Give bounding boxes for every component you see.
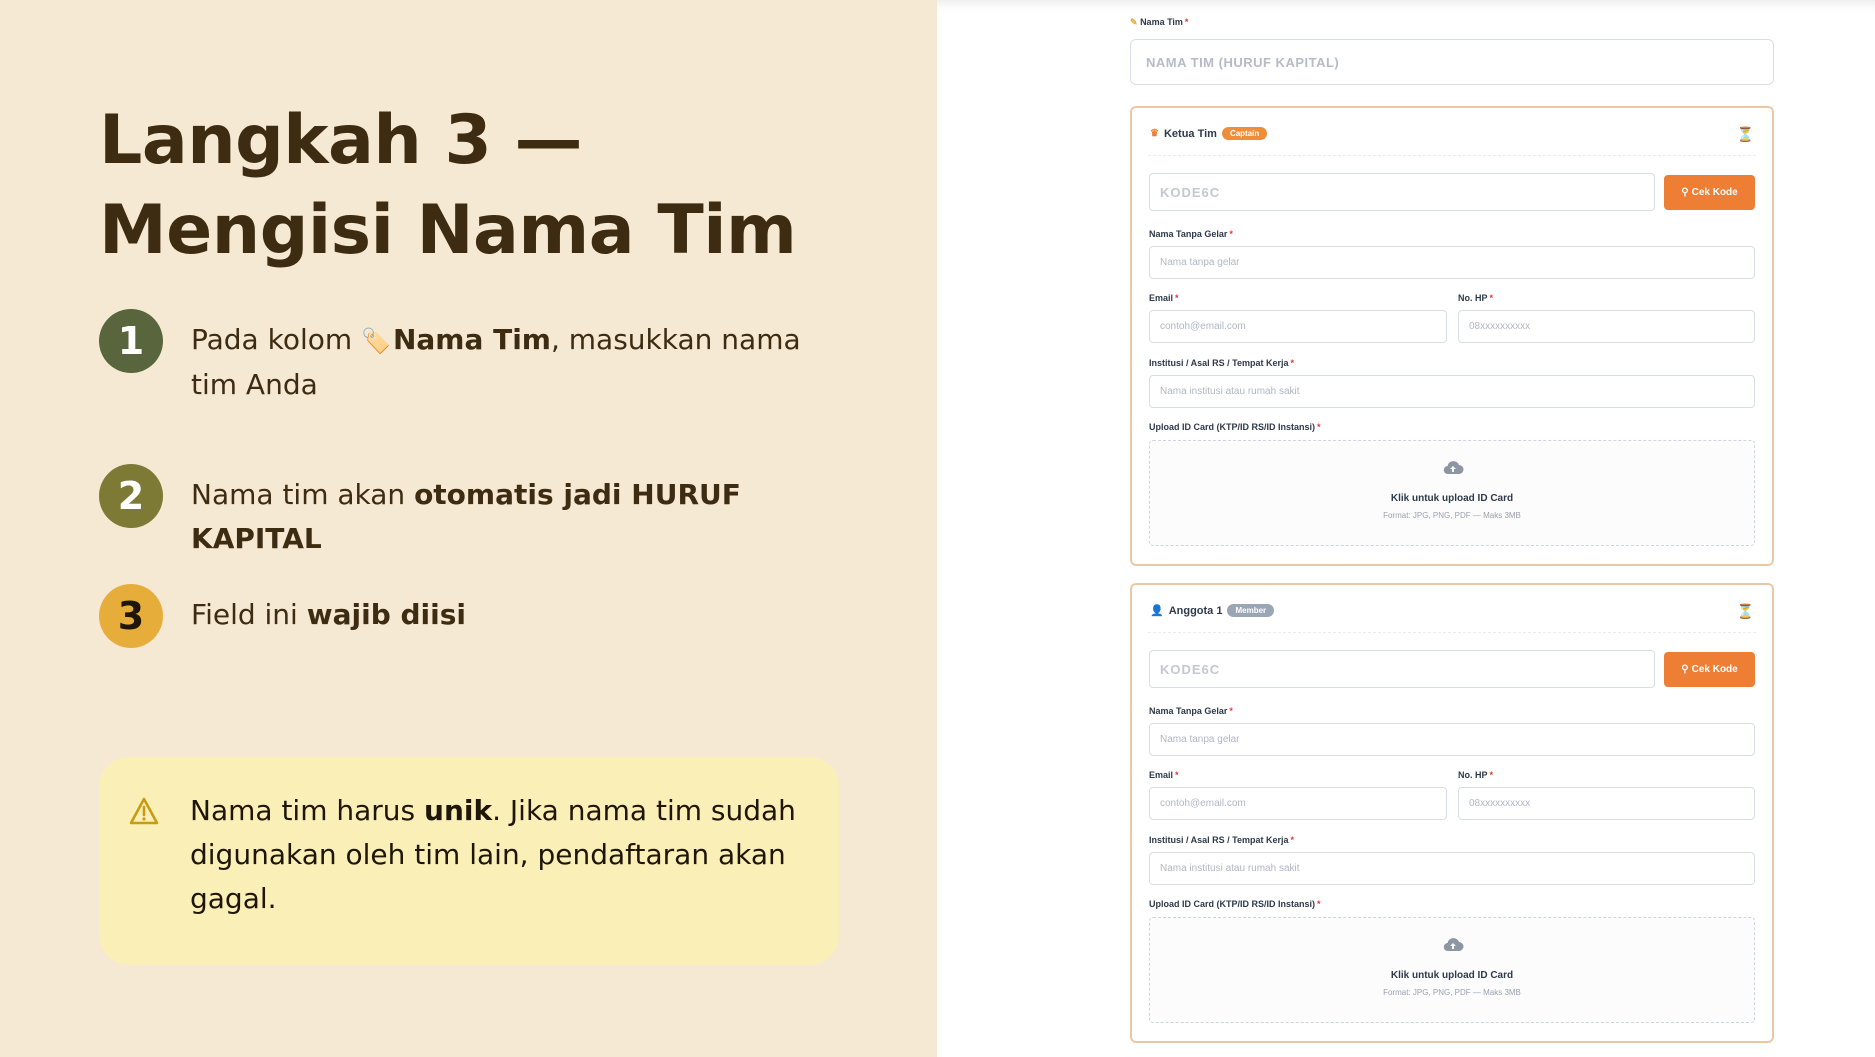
role-badge: Captain [1222,127,1267,140]
divider [1148,155,1756,156]
warning-text: Nama tim harus unik. Jika nama tim sudah digunakan oleh tim lain, pendaftaran akan gagal. [190,794,796,915]
cloud-upload-icon [1442,459,1464,475]
name-input[interactable]: Nama tanpa gelar [1149,723,1755,756]
member-code-input[interactable]: KODE6C [1149,173,1655,211]
phone-input[interactable]: 08xxxxxxxxxx [1458,787,1755,820]
step-number-badge: 3 [99,584,163,648]
team-name-label: ✎ Nama Tim * [1130,17,1189,27]
institution-label: Institusi / Asal RS / Tempat Kerja * [1149,835,1295,845]
name-input[interactable]: Nama tanpa gelar [1149,246,1755,279]
step-text: Field ini wajib diisi [191,598,466,631]
instruction-panel [0,0,937,1057]
cloud-upload-icon [1442,936,1464,952]
card-header [1150,127,1267,140]
crown-icon: ♛ [1150,128,1159,139]
step-number-badge: 2 [99,464,163,528]
email-label: Email * [1149,770,1179,780]
phone-input[interactable]: 08xxxxxxxxxx [1458,310,1755,343]
person-icon: 👤 [1150,605,1164,617]
step-number-badge: 1 [99,309,163,373]
card-header [1150,604,1274,617]
registration-form-screenshot [937,0,1875,1057]
upload-label: Upload ID Card (KTP/ID RS/ID Instansi) * [1149,422,1321,432]
hourglass-icon: ⏳ [1736,126,1754,142]
member-code-input[interactable]: KODE6C [1149,650,1655,688]
captain-card [1130,106,1774,566]
upload-title: Klik untuk upload ID Card [1390,970,1514,981]
upload-hint: Format: JPG, PNG, PDF — Maks 3MB [1383,511,1521,520]
slide-title: Langkah 3 — Mengisi Nama Tim [99,101,797,270]
team-name-input[interactable]: NAMA TIM (HURUF KAPITAL) [1130,39,1774,85]
upload-label: Upload ID Card (KTP/ID RS/ID Instansi) * [1149,899,1321,909]
institution-input[interactable]: Nama institusi atau rumah sakit [1149,375,1755,408]
warning-triangle-icon [129,797,159,825]
check-code-button[interactable]: ⚲ Cek Kode [1664,175,1755,210]
institution-label: Institusi / Asal RS / Tempat Kerja * [1149,358,1295,368]
phone-label: No. HP * [1458,770,1494,780]
warning-callout [99,757,839,965]
label-tag-icon: ✎ [1130,17,1138,27]
search-icon: ⚲ [1681,664,1689,675]
step-text: Nama tim akan otomatis jadi HURUF KAPITAL [191,478,741,555]
email-input[interactable]: contoh@email.com [1149,310,1447,343]
upload-title: Klik untuk upload ID Card [1390,493,1514,504]
name-label: Nama Tanpa Gelar * [1149,229,1233,239]
id-card-upload-dropzone[interactable] [1149,440,1755,546]
upload-hint: Format: JPG, PNG, PDF — Maks 3MB [1383,988,1521,997]
name-label: Nama Tanpa Gelar * [1149,706,1233,716]
phone-label: No. HP * [1458,293,1494,303]
email-label: Email * [1149,293,1179,303]
label-tag-icon: 🏷️ [361,327,391,355]
member-card [1130,583,1774,1043]
id-card-upload-dropzone[interactable] [1149,917,1755,1023]
hourglass-icon: ⏳ [1736,603,1754,619]
role-badge: Member [1227,604,1274,617]
search-icon: ⚲ [1681,187,1689,198]
check-code-button[interactable]: ⚲ Cek Kode [1664,652,1755,687]
institution-input[interactable]: Nama institusi atau rumah sakit [1149,852,1755,885]
card-title: Ketua Tim [1163,127,1217,140]
card-title: Anggota 1 [1168,604,1223,617]
email-input[interactable]: contoh@email.com [1149,787,1447,820]
divider [1148,632,1756,633]
step-text: Pada kolom 🏷️Nama Tim, masukkan nama tim Anda [191,318,851,407]
